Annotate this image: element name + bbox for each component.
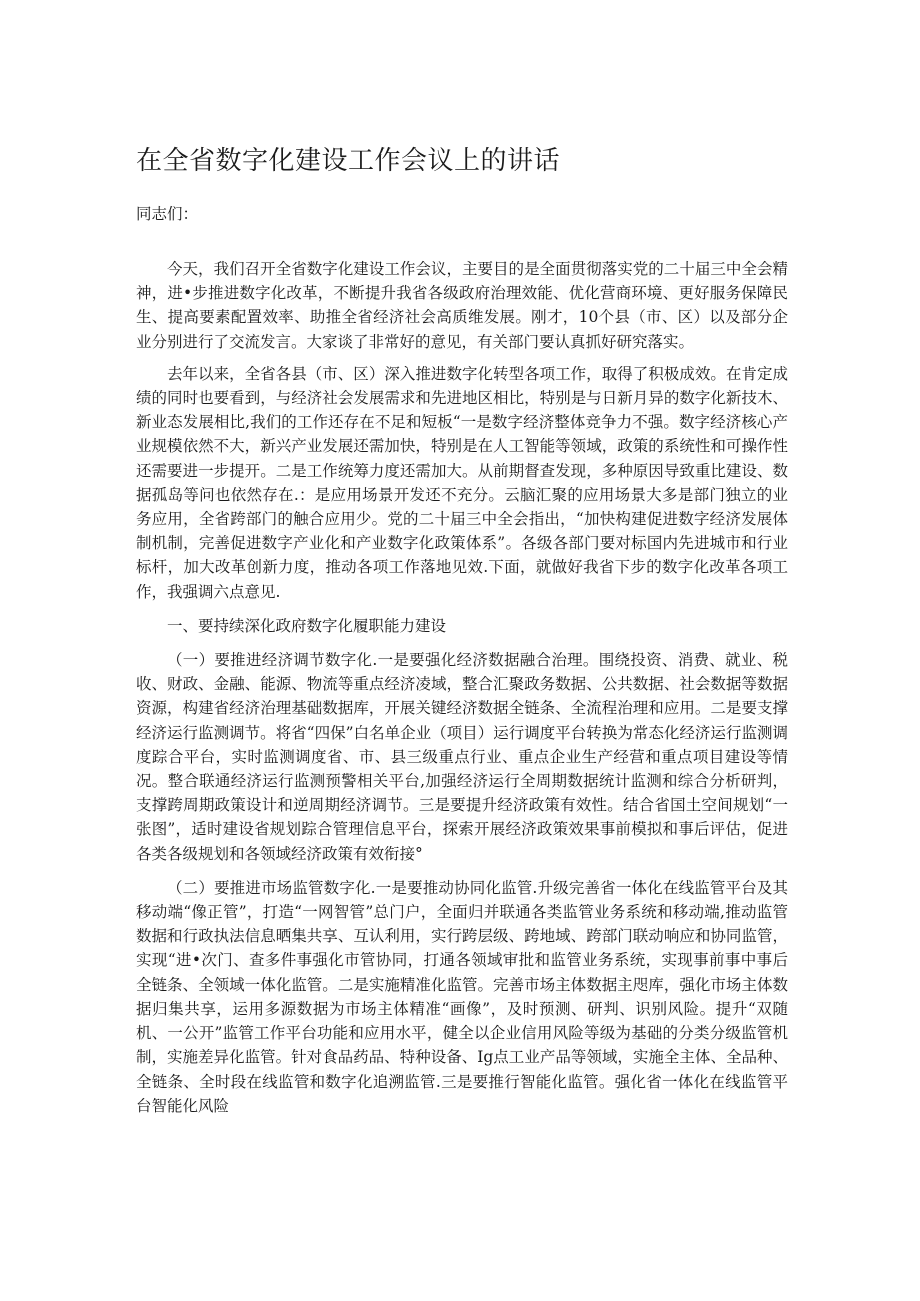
document-body [136,257,788,1118]
paragraph-intro: 今天，我们召开全省数字化建设工作会议，主要目的是全面贯彻落实党的二十届三中全会精神，进•步推进数字化改革，不断提升我省各级政府治理效能、优化营商环境、更好服务保障民生、提高要素配置效率、助推全省经济社会高质维发展。刚才，10个县（市、区）以及部分企业分别进行了交流发言。大家谈了非常好的意见，有关部门要认真抓好研究落实。 [136,260,788,351]
section-heading: 一、要持续深化政府数字化履职能力建设 [167,616,447,635]
paragraph-review: 去年以来，全省各县（市、区）深入推进数字化转型各项工作，取得了积极成效。在肯定成绩的同时也要看到，与经济社会发展需求和先进地区相比，特别是与日新月异的数字化新技木、新业态发展相比,我们的工作还存在不足和短板“一是数字经济整体竞争力不强。数字经济核心产业规模依然不大，新兴产业发展还需加快，特别是在人工智能等领域，政策的系统性和可操作性还需要进一步提开。二是工作统筹力度还需加大。从前期督查发现，多种原因导致重比建设、数据孤岛等问也依然存在.：是应用场景开发还不充分。云脑汇聚的应用场景大多是部门独立的业务应用，全省跨部门的触合应用少。党的二十届三中全会指出，“加快构建促进数字经济发展体制机制，完善促进数字产业化和产业数字化政策体系”。各级各部门要对标国内先进城市和行业标杆，加大改革创新力度，推动各项工作落地见效.下面，就做好我省下步的数字化改革各项工作，我强调六点意见. [136,364,788,601]
document-title: 在全省数字化建设工作会议上的讲话 [136,146,561,176]
paragraph-market-supervision: （二）要推进市场监管数字化.一是要推动协同化监管.升级完善省一体化在线监管平台及其移动端“像正管”，打造“一网智管”总门户，全面归并联通各类监管业务系统和移动端,推动监管数据和行政执法信息晒集共享、互认利用，实行跨层级、跨地域、跨部门联动响应和协同监管，实现“进•次门、查多件事强化市管协同，打通各领域审批和监管业务系统，实现事前事中事后全链条、全领域一体化监管。二是实施精准化监管。完善市场主体数据主咫库，强化市场主体数据归集共享，运用多源数据为市场主体精准“画像”，及时预测、研判、识别风险。提升“双随机、一公开”监管工作平台功能和应用水平，健全以企业信用风险等级为基础的分类分级监管机制，实施差异化监管。针对食品药品、特种设备、Ig点工业产品等领域，实施全主体、全品种、全链条、全时段在线监管和数字化追溯监管.三是要推行智能化监管。强化省一体化在线监管平台智能化风险 [136,878,788,1115]
paragraph-economic-regulation: （一）要推进经济调节数字化.一是要强化经济数据融合治理。围绕投资、消费、就业、税收、财政、金融、能源、物流等重点经济凌域，整合汇聚政务数据、公共数据、社会数据等数据资源，构建省经济治理基础数据库，开展关键经济数据全链条、全流程治理和应用。二是要支撑经济运行监测调节。将省“四保”白名单企业（项目）运行调度平台转换为常态化经济运行监测调度踪合平台，实时监测调度省、市、县三级重点行业、重点企业生产经营和重点项目建设等情况。整合联通经济运行监测预警相关平台,加强经济运行全周期数据统计监测和综合分析研判，支撑跨周期政策设计和逆周期经济调节。三是要提升经济政策有效性。结合省国土空间规划“一张图”，适时建设省规划踪合管理信息平台，探索开展经济政策效果事前模拟和事后评估，促进各类各级规划和各领域经济政策有效衔接° [136,651,788,863]
greeting: 同志们： [136,205,199,223]
